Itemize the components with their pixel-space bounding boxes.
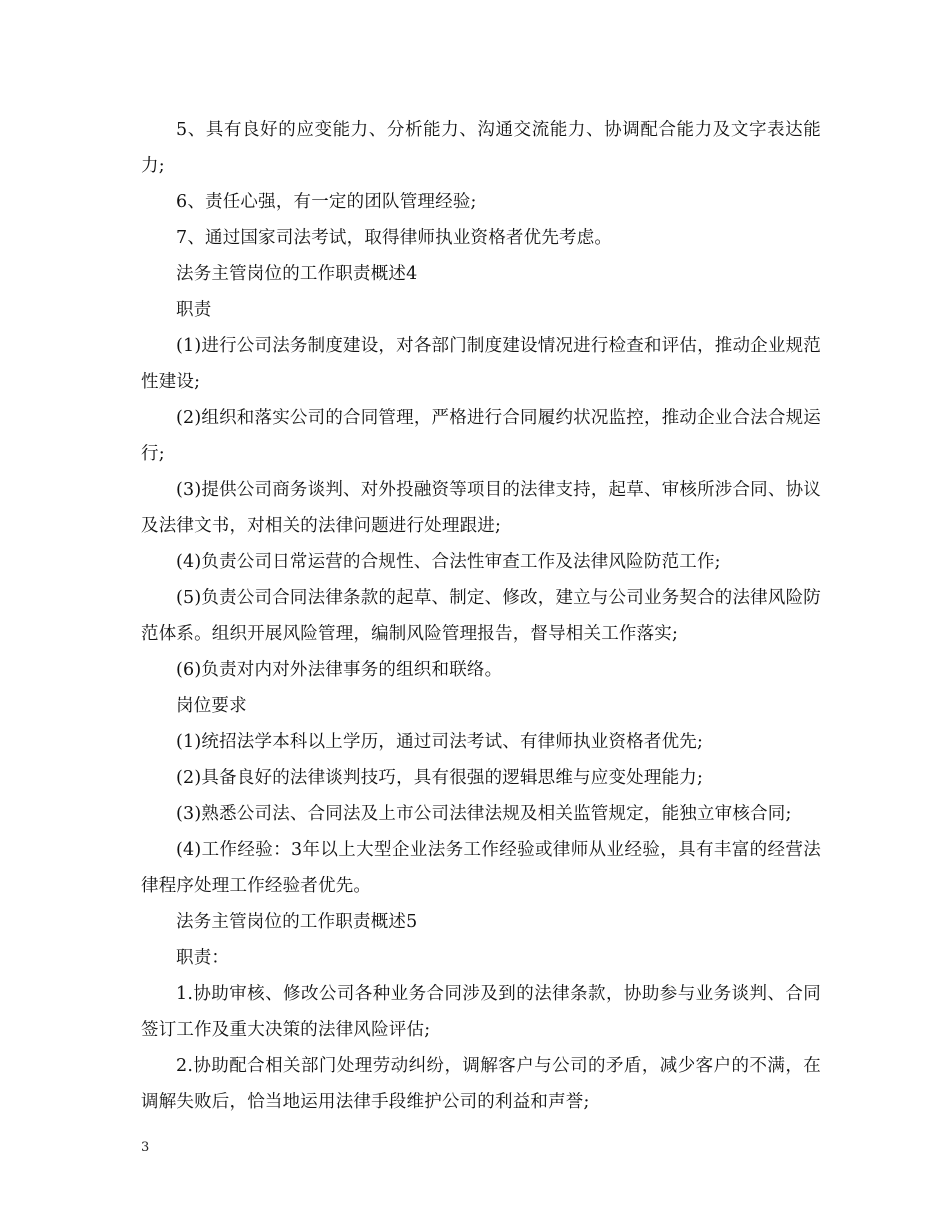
paragraph: (6)负责对内对外法律事务的组织和联络。 [176,660,503,680]
paragraph: 1.协助审核、修改公司各种业务合同涉及到的法律条款，协助参与业务谈判、合同签订工作及重大决策的法律风险评估; [141,984,821,1040]
section-heading: 法务主管岗位的工作职责概述4 [176,264,418,284]
subsection-heading: 岗位要求 [176,696,247,716]
paragraph: (2)具备良好的法律谈判技巧，具有很强的逻辑思维与应变处理能力; [176,768,704,788]
subsection-heading: 职责 [176,300,212,320]
paragraph: 5、具有良好的应变能力、分析能力、沟通交流能力、协调配合能力及文字表达能力; [141,120,821,176]
paragraph: (2)组织和落实公司的合同管理，严格进行合同履约状况监控，推动企业合法合规运行; [141,408,821,464]
paragraph: (4)工作经验：3年以上大型企业法务工作经验或律师从业经验，具有丰富的经营法律程序处理工作经验者优先。 [141,840,821,896]
paragraph: (5)负责公司合同法律条款的起草、制定、修改，建立与公司业务契合的法律风险防范体系。组织开展风险管理，编制风险管理报告，督导相关工作落实; [141,588,821,644]
paragraph: 2.协助配合相关部门处理劳动纠纷，调解客户与公司的矛盾，减少客户的不满，在调解失败后，恰当地运用法律手段维护公司的利益和声誉; [141,1056,821,1112]
subsection-heading: 职责： [176,948,230,968]
section-heading: 法务主管岗位的工作职责概述5 [176,912,418,932]
paragraph: 6、责任心强，有一定的团队管理经验; [176,192,477,212]
document-body [141,112,821,1120]
paragraph: (1)进行公司法务制度建设，对各部门制度建设情况进行检查和评估，推动企业规范性建设; [141,336,821,392]
paragraph: 7、通过国家司法考试，取得律师执业资格者优先考虑。 [176,228,613,248]
paragraph: (4)负责公司日常运营的合规性、合法性审查工作及法律风险防范工作; [176,552,721,572]
paragraph: (1)统招法学本科以上学历，通过司法考试、有律师执业资格者优先; [176,732,704,752]
page-number: 3 [141,1140,150,1155]
paragraph: (3)提供公司商务谈判、对外投融资等项目的法律支持，起草、审核所涉合同、协议及法律文书，对相关的法律问题进行处理跟进; [141,480,821,536]
paragraph: (3)熟悉公司法、合同法及上市公司法律法规及相关监管规定，能独立审核合同; [176,804,792,824]
